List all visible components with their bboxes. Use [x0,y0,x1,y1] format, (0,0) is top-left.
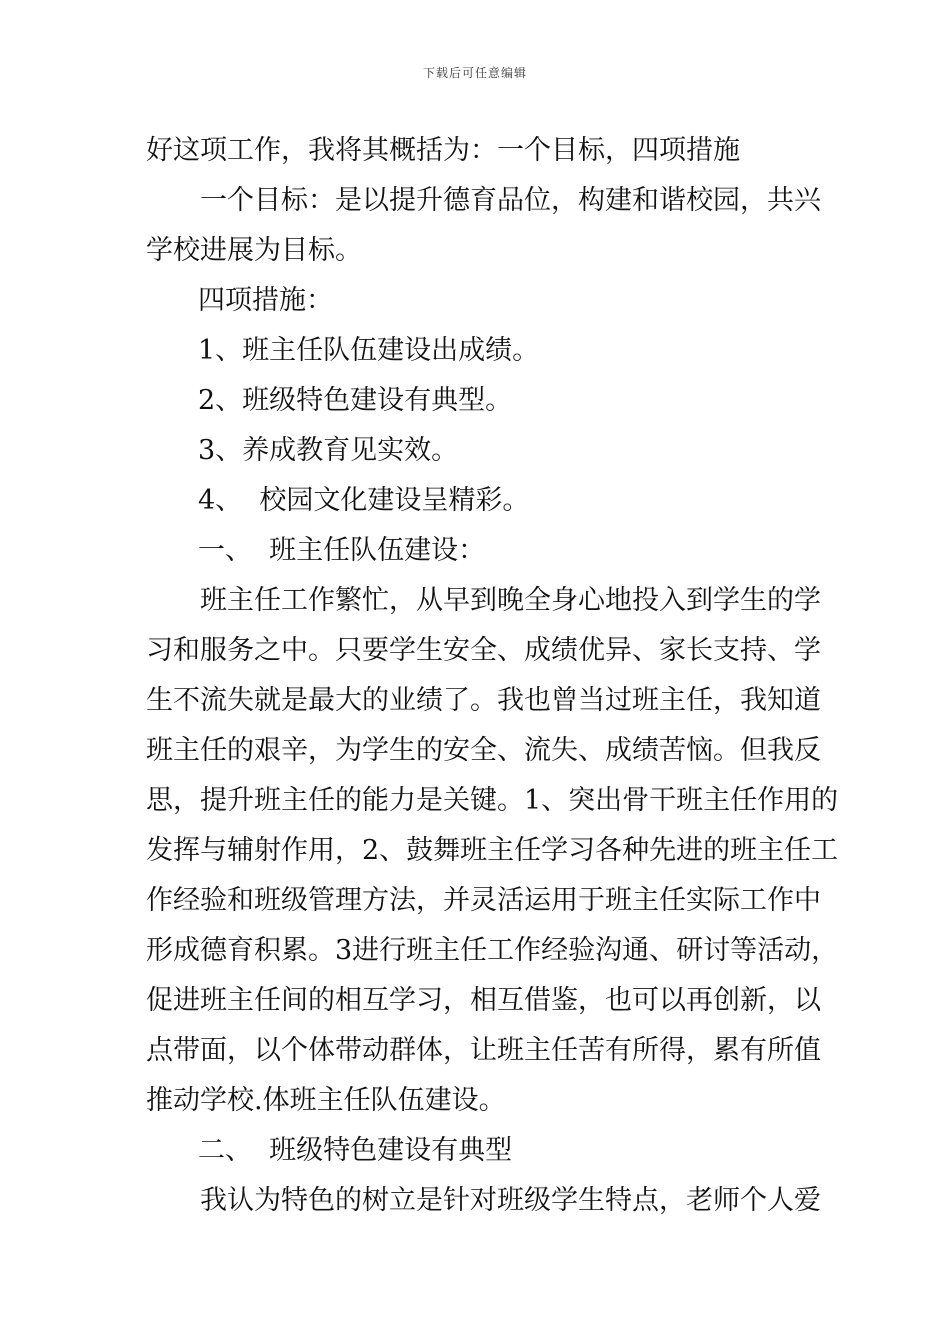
text-line: 作经验和班级管理方法，并灵活运用于班主任实际工作中 [146,885,821,916]
text-line: 四项措施： [198,285,333,316]
text-line: 生不流失就是最大的业绩了。我也曾当过班主任，我知道 [146,685,821,716]
text-line: 习和服务之中。只要学生安全、成绩优异、家长支持、学 [146,635,821,666]
text-line: 形成德育积累。3进行班主任工作经验沟通、研讨等活动， [146,935,839,966]
list-item: 2、班级特色建设有典型。 [198,385,513,416]
text-line: 学校进展为目标。 [146,235,362,266]
document-body [146,126,839,1226]
list-item: 1、班主任队伍建设出成绩。 [198,335,540,366]
text-line: 好这项工作，我将其概括为：一个目标，四项措施 [146,135,740,166]
section-heading: 一、 班主任队伍建设： [198,535,486,566]
text-line: 班主任工作繁忙，从早到晚全身心地投入到学生的学 [200,585,821,616]
text-line: 思，提升班主任的能力是关键。1、突出骨干班主任作用的 [146,785,839,816]
text-line: 发挥与辅射作用，2、鼓舞班主任学习各种先进的班主任工 [146,835,839,866]
section-heading: 二、 班级特色建设有典型 [198,1135,513,1166]
page-header-note: 下载后可任意编辑 [422,66,527,80]
text-line: 班主任的艰辛，为学生的安全、流失、成绩苦恼。但我反 [146,735,821,766]
list-item: 4、 校园文化建设呈精彩。 [198,485,530,516]
text-line: 推动学校.体班主任队伍建设。 [146,1085,506,1116]
text-line: 我认为特色的树立是针对班级学生特点，老师个人爱 [200,1185,821,1216]
text-line: 一个目标：是以提升德育品位，构建和谐校园，共兴 [200,185,821,216]
text-line: 点带面，以个体带动群体，让班主任苦有所得，累有所值 [146,1035,821,1066]
text-line: 促进班主任间的相互学习，相互借鉴，也可以再创新，以 [146,985,821,1016]
list-item: 3、养成教育见实效。 [198,435,459,466]
